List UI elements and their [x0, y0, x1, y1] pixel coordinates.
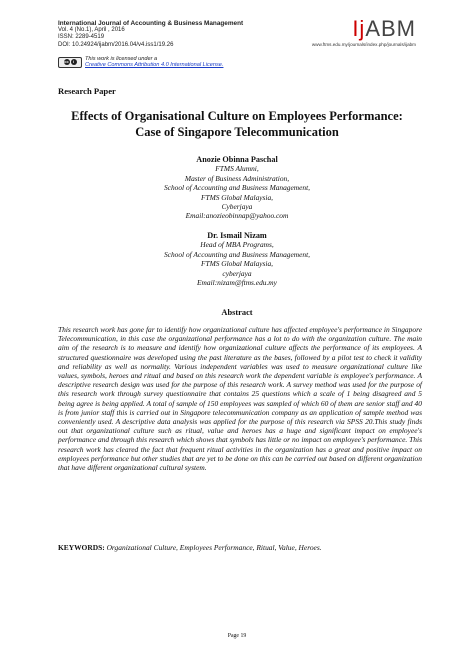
logo-text: ABM: [365, 16, 416, 41]
author-line: FTMS Global Malaysia,: [200, 259, 274, 269]
creative-commons-icon: cc i: [58, 57, 82, 68]
author-line: School of Accounting and Business Management,: [163, 249, 310, 259]
license-link[interactable]: Creative Commons Attribution 4.0 International License.: [85, 62, 224, 68]
keywords-label: KEYWORDS:: [58, 543, 105, 552]
author-name: Anozie Obinna Paschal: [196, 155, 278, 164]
author-email[interactable]: Email:nizam@ftms.edu.my: [197, 278, 277, 288]
issn: ISSN: 2289-4519: [58, 34, 105, 41]
keywords-list: Organizational Culture, Employees Performance, Ritual, Value, Heroes.: [106, 543, 322, 552]
journal-url[interactable]: www.ftms.edu.my/journals/index.php/journals/ijabm: [311, 42, 416, 47]
doi: DOI: 10.24924/ijabm/2016.04/v4.iss1/19.26: [58, 41, 174, 48]
license-note: This work is licensed under a: [85, 56, 158, 62]
license-block: [58, 56, 223, 68]
volume-info: Vol. 4 (No.1), April , 2016: [58, 27, 125, 34]
author-line: School of Accounting and Business Management,: [163, 183, 310, 193]
author-name: Dr. Ismail Nizam: [207, 231, 267, 240]
page-number: Page 19: [227, 633, 247, 639]
abstract-text: This research work has gone far to identify how organizational culture has affected employee's performance in Singapore Telecommunication, in this case the organizational performance has a lot to do with the organization culture. The main aim of the research is to measure and identify how organizational culture affects the performance of its employees. A structured questionnaire was developed using the past literature as the bases, followed by a pilot test to check it validity and reliability as well as normality. Various independent variables was used to measure organizational culture like values, symbols, heroes and ritual and based on this research work the dependent variable is employee's performance. A descriptive research design was used for the purpose of this research work. A survey method was used for the purpose of this research work through survey questionnaire that contains 25 questions which a scale of 1 being disagreed and 5 being agree is being applied. A total of sample of 150 employees was sampled of which 60 of them are senior staff and 40 is from junior staff this is carried out in Singapore telecommunication company as an application of sample method was conveniently used. A descriptive data analysis was applied for the purpose of this research via SPSS 20.This study finds out that organizational culture such as ritual, value and heroes has a huge and significant impact on employee's performance and through this research which shows that symbols has little or no impact on employee's performance. This research work has cleared the fact that frequent ritual activities in the organization has a great and positive impact on employees performance but other studies that are yet to be done on this can be carried out based on different organization that have different organizational cultural system.: [58, 325, 422, 473]
keywords: [58, 543, 422, 552]
journal-title: International Journal of Accounting & Business Management: [58, 20, 244, 27]
author-block-2: [40, 231, 434, 287]
author-line: Master of Business Administration,: [184, 173, 290, 183]
paper-type: Research Paper: [58, 86, 116, 96]
author-block-1: [40, 155, 434, 221]
journal-header: [58, 20, 243, 49]
author-line: FTMS Alumni,: [215, 164, 259, 174]
title-line-1: Effects of Organisational Culture on Employees Performance:: [71, 109, 403, 123]
title-line-2: Case of Singapore Telecommunication: [135, 125, 339, 139]
author-email[interactable]: Email:anozieobinnap@yahoo.com: [185, 211, 289, 221]
author-line: Head of MBA Programs,: [200, 240, 274, 250]
paper-title: [40, 108, 434, 140]
logo-red-text: Ij: [352, 16, 366, 41]
author-line: FTMS Global Malaysia,: [200, 192, 274, 202]
journal-logo: [312, 18, 416, 47]
author-line: cyberjaya: [222, 268, 252, 278]
author-line: Cyberjaya: [221, 202, 253, 212]
abstract-heading: Abstract: [221, 308, 253, 317]
